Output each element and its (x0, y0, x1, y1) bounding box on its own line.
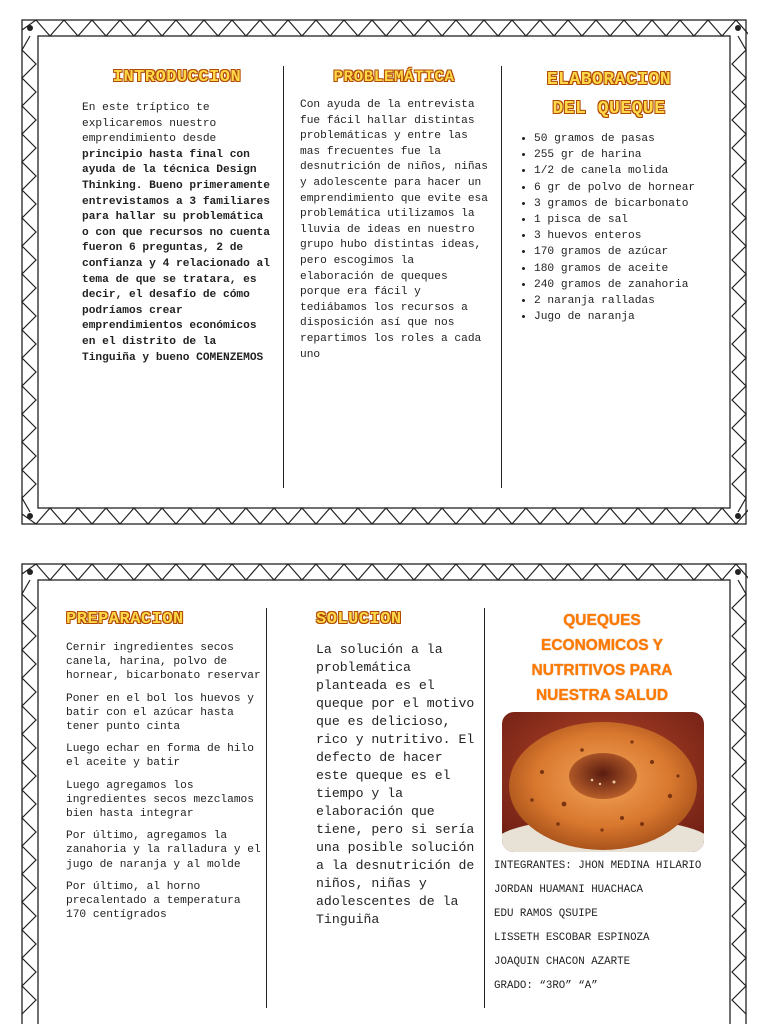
team-label: INTEGRANTES: JHON MEDINA HILARIO (494, 860, 702, 872)
solucion-title: SOLUCION (316, 610, 402, 629)
ingredient-item: • 3 huevos enteros (534, 229, 702, 244)
intro-column (82, 68, 272, 366)
intro-text-start: En este tríptico te explicaremos nuestro emprendimiento desde (82, 102, 217, 146)
ingredient-item: • 180 gramos de aceite (534, 262, 702, 277)
column-divider (283, 66, 284, 488)
solucion-text: La solución a la problemática planteada es el queque por el motivo que es delicioso, rico y nutritivo. El defecto de hacer este queque es el tiempo y la elaboración que tiene, pero si sería una posible solución a la desnutrición de niños, niñas y adolescentes de la Tinguiña (316, 642, 475, 927)
elaboracion-title-line2: DEL QUEQUE (552, 99, 666, 119)
cover-title-line: NUTRITIVOS PARA (531, 662, 673, 679)
ingredient-item: • 255 gr de harina (534, 148, 702, 163)
triptych-panel-front (20, 18, 748, 526)
team-member: EDU RAMOS QSUIPE (494, 908, 598, 920)
cake-photo (502, 712, 704, 852)
ingredient-item: • 2 naranja ralladas (534, 294, 702, 309)
preparation-step: Cernir ingredientes secos canela, harina, polvo de hornear, bicarbonato reservar (66, 642, 261, 683)
cover-title-line: NUESTRA SALUD (535, 687, 669, 704)
triptych-panel-inside (20, 562, 748, 1024)
column-divider (501, 66, 502, 488)
team-list (494, 858, 710, 1002)
cover-title (494, 608, 710, 708)
preparacion-column (66, 610, 262, 930)
preparacion-steps (66, 641, 262, 922)
intro-text-bold: principio hasta final con ayuda de la técnica Design Thinking. Bueno primeramente entrevistamos a 3 familiares para hallar su problemática o con que recursos no cuenta fueron 6 preguntas, 2 de confianza y 4 relacionado al tema de que se tratara, es decir, el desafío de cómo podríamos crear emprendimientos económicos en el distrito de la Tinguiña y bueno COMENZEMOS (82, 148, 270, 364)
team-member: LISSETH ESCOBAR ESPINOZA (494, 932, 650, 944)
elaboracion-column (516, 66, 702, 326)
team-member: JOAQUIN CHACON AZARTE (494, 956, 631, 968)
preparacion-title: PREPARACION (66, 610, 184, 629)
ingredient-item: • 6 gr de polvo de hornear (534, 181, 702, 196)
intro-text (82, 101, 272, 366)
ingredient-item: • 1 pisca de sal (534, 213, 702, 228)
ingredient-list (516, 132, 702, 325)
ingredient-item: • 1/2 de canela molida (534, 164, 702, 179)
elaboracion-title-line1: ELABORACION (546, 70, 672, 90)
problematica-text: Con ayuda de la entrevista fue fácil hallar distintas problemáticas y entre las mas frecuentes fue la desnutrición de niños, niñas y adolescente para hacer un emprendimiento que evite esa problemática utilizamos la lluvia de ideas en nuestro grupo hubo distintas ideas, pero escogimos la elaboración de queques porque era fácil y tediábamos los recursos a disposición así que nos repartimos los roles a cada uno (300, 99, 488, 361)
preparation-step: Por último, al horno precalentado a temperatura 170 centígrados (66, 880, 241, 922)
intro-title: INTRODUCCION (112, 68, 242, 87)
cake-illustration (502, 712, 704, 852)
cover-title-line: QUEQUES (563, 612, 641, 629)
grade-label: GRADO: “3RO” “A” (494, 980, 598, 992)
ingredient-item: • 3 gramos de bicarbonato (534, 197, 702, 212)
cover-column (494, 608, 710, 992)
problematica-column (300, 68, 488, 363)
team-member: JORDAN HUAMANI HUACHACA (494, 884, 644, 896)
preparation-step: Luego echar en forma de hilo el aceite y batir (66, 743, 254, 770)
preparation-step: Por último, agregamos la zanahoria y la ralladura y el jugo de naranja y al molde (66, 830, 261, 871)
ingredient-item: • 240 gramos de zanahoria (534, 278, 702, 293)
column-divider (484, 608, 485, 1008)
preparation-step: Poner en el bol los huevos y batir con el azúcar hasta tener punto cinta (66, 692, 254, 734)
problematica-title: PROBLEMÁTICA (333, 68, 455, 86)
ingredient-item: • Jugo de naranja (534, 310, 702, 325)
elaboracion-title (516, 66, 702, 124)
ingredient-item: • 170 gramos de azúcar (534, 245, 702, 260)
cover-title-line: ECONOMICOS Y (540, 637, 663, 654)
preparation-step: Luego agregamos los ingredientes secos mezclamos bien hasta integrar (66, 779, 254, 821)
ingredient-item: • 50 gramos de pasas (534, 132, 702, 147)
column-divider (266, 608, 267, 1008)
solucion-column (316, 610, 480, 929)
